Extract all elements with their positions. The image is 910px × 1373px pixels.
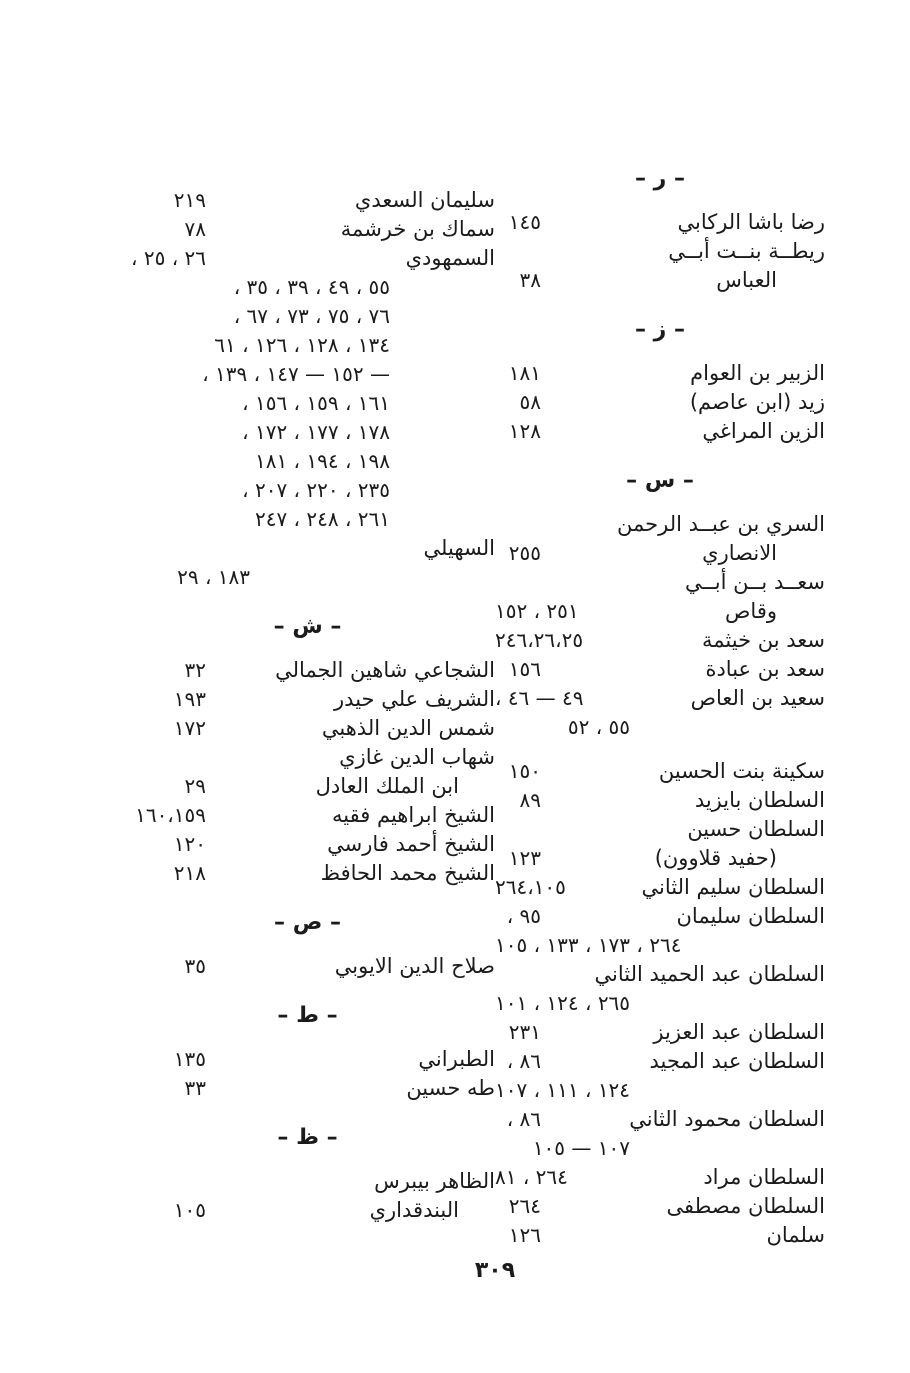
entry-name: السلطان سليمان: [676, 904, 825, 928]
pages-continuation-line: ١٢٤ ، ١١١ ، ١٠٧: [495, 1078, 631, 1102]
index-entry: [120, 772, 495, 801]
entry-name: سماك بن خرشمة: [340, 217, 495, 241]
pages-continuation-line: ١٣٤ ، ١٢٨ ، ١٢٦ ، ٦١: [214, 333, 390, 357]
entry-pages: ١٦٠،١٥٩: [135, 803, 206, 827]
entry-name: الظاهر بيبرس: [374, 1169, 495, 1193]
pages-continuation-line: ٥٥ ، ٥٢: [567, 715, 630, 739]
index-entry: [495, 237, 825, 266]
index-entry: [120, 1196, 495, 1225]
pages-continuation-line: ، ١٥٢ — ١٤٧ ، ١٣٩ —: [202, 362, 390, 386]
section-header: – ز –: [635, 317, 685, 342]
section-header: – ظ –: [277, 1125, 338, 1150]
entry-pages: ١٤٥: [508, 210, 541, 234]
pages-continuation-line: ، ١٦١ ، ١٥٩ ، ١٥٦: [242, 391, 390, 415]
entry-pages: ١٣٥: [173, 1047, 206, 1071]
entry-name: البندقداري: [369, 1198, 459, 1222]
entry-pages: ١٥٠: [508, 759, 541, 783]
pages-continuation-line: ٢٦١ ، ٢٤٨ ، ٢٤٧: [254, 507, 390, 531]
index-entry: [495, 873, 825, 902]
entry-name: رضا باشا الركابي: [677, 210, 825, 234]
entry-name: الطبراني: [418, 1047, 495, 1071]
index-entry: [495, 359, 825, 388]
index-entry: [495, 1163, 825, 1192]
entry-pages: ٢٥٥: [508, 541, 541, 565]
index-entry: [120, 743, 495, 772]
entry-pages: ٣٢: [184, 658, 206, 682]
entry-name: السلطان مصطفى: [666, 1194, 825, 1218]
entry-pages: ، ٨٦: [506, 1049, 541, 1073]
pages-continuation-line: ١٩٨ ، ١٩٤ ، ١٨١: [254, 449, 390, 473]
entry-name: سلمان: [766, 1223, 825, 1247]
entry-name: السمهودي: [405, 246, 495, 270]
entry-name: السلطان عبد المجيد: [649, 1049, 825, 1073]
entry-pages: ١٢٨: [508, 419, 541, 443]
entry-name: شهاب الدين غازي: [339, 745, 495, 769]
entry-pages: ٣٨: [519, 268, 541, 292]
entry-name: العباس: [716, 268, 777, 292]
entry-name: الشيخ ابراهيم فقيه: [332, 803, 495, 827]
entry-pages: ١٥٦: [508, 657, 541, 681]
pages-continuation-line: ، ١٧٨ ، ١٧٧ ، ١٧٢: [242, 420, 390, 444]
index-entry: [120, 1074, 495, 1103]
entry-pages: ٥٨: [519, 390, 541, 414]
entry-name: السلطان عبد الحميد الثاني: [594, 962, 825, 986]
entry-name: السهيلي: [423, 536, 495, 560]
entry-pages: ١٠٥: [173, 1198, 206, 1222]
index-entry: [120, 186, 495, 215]
entry-pages: ، ٤٩ — ٤٦: [495, 686, 584, 710]
entry-pages: ، ٨٦: [506, 1107, 541, 1131]
index-column-second: [120, 166, 495, 1250]
index-entry: [495, 684, 825, 713]
index-entry: [120, 952, 495, 981]
entry-pages: ٢٥١ ، ١٥٢: [495, 599, 579, 623]
entry-name: السري بن عبــد الرحمن: [617, 512, 825, 536]
entry-name: ريطــة بنــت أبــي: [668, 239, 825, 263]
index-entry: [495, 417, 825, 446]
entry-pages: ١٧٢: [173, 716, 206, 740]
index-entry: [495, 902, 825, 931]
index-entry: [495, 266, 825, 295]
index-column-first: [495, 166, 825, 1250]
entry-name: سعيد بن العاص: [690, 686, 825, 710]
index-entry: [495, 844, 825, 873]
entry-name: سليمان السعدي: [354, 188, 495, 212]
entry-name: صلاح الدين الايوبي: [334, 954, 495, 978]
entry-pages: ٢٣١: [508, 1020, 541, 1044]
index-entry: [495, 208, 825, 237]
entry-name: الزبير بن العوام: [690, 361, 825, 385]
vertical-gap: [495, 742, 825, 757]
index-entry: [495, 1047, 825, 1076]
entry-name: طه حسين: [406, 1076, 495, 1100]
index-entry: [495, 1192, 825, 1221]
entry-pages: ٢٤٦،٢٦،٢٥: [495, 628, 584, 652]
entry-pages: ٢١٩: [173, 188, 206, 212]
index-entry: [495, 388, 825, 417]
section-header: – س –: [626, 468, 694, 493]
index-entry: [495, 510, 825, 539]
entry-name: السلطان سليم الثاني: [641, 875, 825, 899]
index-entry: [495, 1018, 825, 1047]
entry-name: شمس الدين الذهبي: [321, 716, 495, 740]
index-entry: [120, 1045, 495, 1074]
entry-name: الشيخ محمد الحافظ: [320, 861, 495, 885]
index-entry: [495, 539, 825, 568]
entry-name: السلطان بايزيد: [694, 788, 825, 812]
entry-pages: ٢٦٤ ، ٨١: [495, 1165, 568, 1189]
pages-continuation-line: ، ٥٥ ، ٤٩ ، ٣٩ ، ٣٥: [233, 275, 390, 299]
index-entry: [495, 1105, 825, 1134]
index-entry: [120, 714, 495, 743]
entry-name: سعد بن عبادة: [705, 657, 825, 681]
entry-name: الشيخ أحمد فارسي: [327, 832, 495, 856]
index-entry: [120, 534, 495, 563]
section-header: – ر –: [635, 166, 685, 191]
entry-pages: ١٢٦: [508, 1223, 541, 1247]
index-entry: [495, 1221, 825, 1250]
index-entry: [120, 656, 495, 685]
index-entry: [495, 815, 825, 844]
entry-pages: ٢٦٤: [508, 1194, 541, 1218]
entry-pages: ١٨١: [508, 361, 541, 385]
index-entry: [495, 786, 825, 815]
pages-continuation-line: ٢٦٥ ، ١٢٤ ، ١٠١: [495, 991, 631, 1015]
index-entry: [120, 1167, 495, 1196]
section-header: – ط –: [277, 1003, 338, 1028]
entry-pages: ٧٨: [184, 217, 206, 241]
index-entry: [120, 244, 495, 273]
entry-pages: ٢٩: [184, 774, 206, 798]
index-entry: [495, 597, 825, 626]
pages-continuation-line: ، ٢٣٥ ، ٢٢٠ ، ٢٠٧: [242, 478, 390, 502]
pages-continuation-line: ١٠٧ — ١٠٥: [532, 1136, 630, 1160]
page-number: ٣٠٩: [474, 1258, 516, 1283]
entry-name: (حفيد قلاوون): [654, 846, 777, 870]
index-entry: [495, 626, 825, 655]
entry-name: السلطان عبد العزيز: [653, 1020, 825, 1044]
entry-name: السلطان محمود الثاني: [629, 1107, 825, 1131]
entry-name: سعد بن خيثمة: [702, 628, 825, 652]
pages-continuation-line: ٢٦٤ ، ١٧٣ ، ١٣٣ ، ١٠٥: [495, 933, 682, 957]
entry-name: السلطان حسين: [687, 817, 825, 841]
index-entry: [120, 859, 495, 888]
index-columns: [120, 166, 825, 1250]
entry-name: زيد (ابن عاصم): [689, 390, 825, 414]
entry-pages: ، ٢٦ ، ٢٥: [131, 246, 206, 270]
index-entry: [120, 830, 495, 859]
entry-pages: ٢١٨: [173, 861, 206, 885]
index-entry: [495, 960, 825, 989]
entry-pages: ، ٩٥: [506, 904, 541, 928]
pages-continuation-line: ١٨٣ ، ٢٩: [177, 565, 250, 589]
entry-name: الشجاعي شاهين الجمالي: [275, 658, 495, 682]
index-entry: [120, 215, 495, 244]
entry-pages: ١٢٣: [508, 846, 541, 870]
entry-pages: ٢٦٤،١٠٥: [495, 875, 566, 899]
entry-pages: ٨٩: [519, 788, 541, 812]
entry-name: سكينة بنت الحسين: [658, 759, 825, 783]
pages-continuation-line: ، ٧٦ ، ٧٥ ، ٧٣ ، ٦٧: [233, 304, 390, 328]
index-entry: [120, 685, 495, 714]
entry-name: وقاص: [725, 599, 777, 623]
index-entry: [495, 757, 825, 786]
section-header: – ص –: [274, 910, 341, 935]
entry-pages: ١٢٠: [173, 832, 206, 856]
entry-pages: ١٩٣: [173, 687, 206, 711]
entry-name: الانصاري: [702, 541, 777, 565]
entry-name: الشريف علي حيدر: [334, 687, 495, 711]
index-entry: [120, 801, 495, 830]
entry-pages: ٣٥: [184, 954, 206, 978]
entry-pages: ٣٣: [184, 1076, 206, 1100]
entry-name: السلطان مراد: [703, 1165, 825, 1189]
entry-name: الزين المراغي: [702, 419, 825, 443]
entry-name: ابن الملك العادل: [315, 774, 459, 798]
section-header: – ش –: [273, 614, 342, 639]
entry-name: سعــد بــن أبــي: [684, 570, 825, 594]
index-entry: [495, 568, 825, 597]
index-entry: [495, 655, 825, 684]
